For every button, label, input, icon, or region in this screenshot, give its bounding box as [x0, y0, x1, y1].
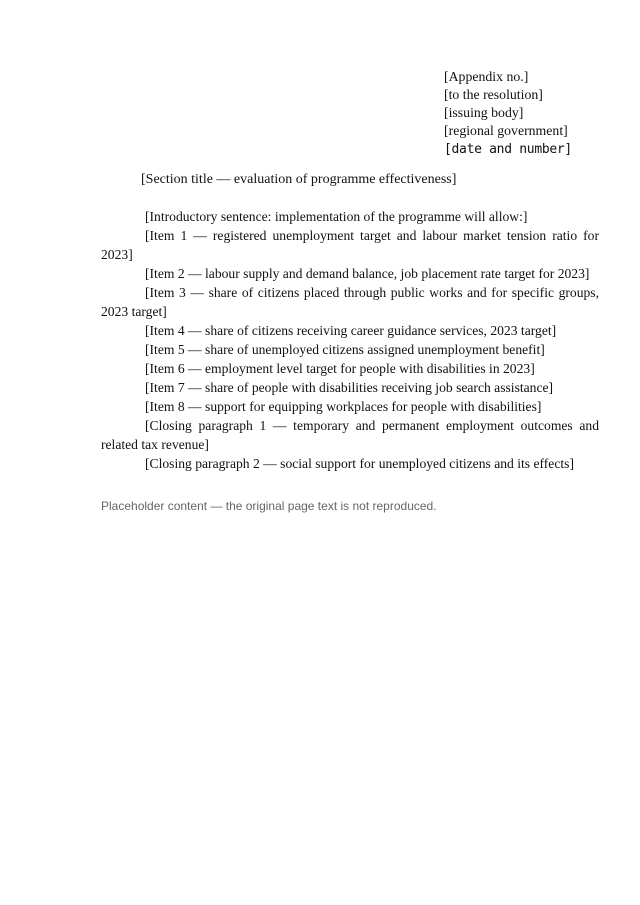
- bullet-paragraph: [Item 8 — support for equipping workplaces for people with disabilities]: [145, 399, 542, 414]
- body-text: [101, 207, 599, 516]
- bullet-paragraph: [Item 5 — share of unemployed citizens assigned unemployment benefit]: [145, 342, 545, 357]
- bullet-paragraph: [Item 7 — share of people with disabilities receiving job search assistance]: [145, 380, 554, 395]
- placeholder-note: Placeholder content — the original page text is not reproduced.: [101, 499, 437, 513]
- closing-paragraph: [Closing paragraph 2 — social support for unemployed citizens and its effects]: [145, 456, 574, 471]
- bullet-paragraph: [Item 4 — share of citizens receiving career guidance services, 2023 target]: [145, 323, 557, 338]
- appendix-line: [Appendix no.]: [444, 69, 529, 84]
- appendix-block: [444, 68, 624, 159]
- appendix-date-value: [date and number]: [444, 142, 572, 157]
- section-title: [Section title — evaluation of programme effectiveness]: [141, 172, 457, 187]
- bullet-paragraph: [Item 1 — registered unemployment target and labour market tension ratio for 2023]: [101, 228, 599, 262]
- appendix-line: [regional government]: [444, 123, 568, 138]
- bullet-paragraph: [Item 2 — labour supply and demand balance, job placement rate target for 2023]: [145, 266, 590, 281]
- bullet-paragraph: [Item 3 — share of citizens placed through public works and for specific groups, 2023 target]: [101, 285, 599, 319]
- appendix-date: [444, 140, 624, 159]
- appendix-line: [to the resolution]: [444, 87, 543, 102]
- appendix-line: [issuing body]: [444, 105, 524, 120]
- intro-paragraph: [Introductory sentence: implementation of the programme will allow:]: [145, 209, 528, 224]
- closing-paragraph: [Closing paragraph 1 — temporary and permanent employment outcomes and related tax revenue]: [101, 418, 599, 452]
- bullet-paragraph: [Item 6 — employment level target for people with disabilities in 2023]: [145, 361, 535, 376]
